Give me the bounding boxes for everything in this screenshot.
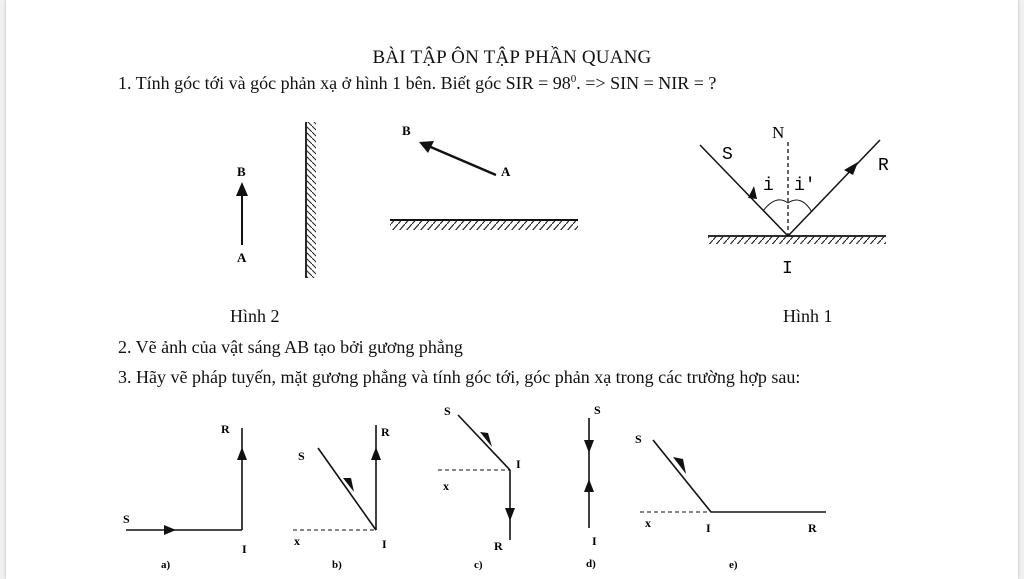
degree-superscript: 0 xyxy=(570,73,577,85)
hinh2-figure-b xyxy=(390,123,578,230)
label-s: S xyxy=(123,512,130,526)
label-i: I xyxy=(706,521,711,535)
incident-ray xyxy=(318,448,376,530)
label-i: i xyxy=(763,176,774,196)
case-label-d: d) xyxy=(586,558,596,570)
label-s: S xyxy=(594,403,601,417)
label-s: S xyxy=(635,432,642,446)
question-1-tail: . => SIN = NIR = ? xyxy=(576,73,717,93)
hinh2-figure-a xyxy=(236,122,316,278)
label-n: N xyxy=(772,123,785,142)
question-3: 3. Hãy vẽ pháp tuyến, mặt gương phẳng và tính góc tới, góc phản xạ trong các trường hợp sau: xyxy=(118,367,801,387)
case-d-figure xyxy=(584,403,601,570)
incident-ray xyxy=(653,440,711,512)
mirror-hatching xyxy=(306,122,316,278)
mirror-hatching xyxy=(390,221,578,230)
incident-ray xyxy=(458,415,510,470)
arrowhead-icon xyxy=(673,457,686,474)
hinh1-figure xyxy=(700,123,889,279)
label-s: S xyxy=(722,145,733,165)
label-x: x xyxy=(443,479,449,493)
label-r: R xyxy=(808,521,817,535)
label-incidence-point: I xyxy=(782,259,793,279)
ab-slanted-arrow xyxy=(426,145,496,175)
label-s: S xyxy=(444,404,451,418)
arrowhead-icon xyxy=(505,508,515,521)
case-e-figure xyxy=(635,432,826,571)
arrowhead-icon xyxy=(584,479,594,492)
label-r: R xyxy=(494,539,503,553)
arrowhead-icon xyxy=(584,440,594,453)
label-i: I xyxy=(516,457,521,471)
angle-arc-i xyxy=(763,200,788,211)
label-b: B xyxy=(237,164,246,179)
label-x: x xyxy=(645,516,651,530)
figures-canvas xyxy=(6,0,1018,579)
case-label-c: c) xyxy=(474,559,483,571)
case-label-e: e) xyxy=(729,559,738,571)
case-label-a: a) xyxy=(161,559,171,571)
arrowhead-icon xyxy=(236,182,248,196)
arrowhead-icon xyxy=(844,162,858,175)
question-1-text: 1. Tính góc tới và góc phản xạ ở hình 1 bên. Biết góc SIR = 98 xyxy=(118,73,571,93)
case-b-figure xyxy=(293,425,390,571)
case-c-figure xyxy=(438,404,521,571)
label-i: I xyxy=(382,537,387,551)
page-title: BÀI TẬP ÔN TẬP PHẦN QUANG xyxy=(372,47,652,68)
label-r: R xyxy=(381,425,390,439)
label-a: A xyxy=(501,164,511,179)
label-a: A xyxy=(237,250,247,265)
label-s: S xyxy=(298,449,305,463)
label-b: B xyxy=(402,123,411,138)
document-page xyxy=(6,0,1018,579)
caption-hinh-1: Hình 1 xyxy=(783,306,833,326)
label-i: I xyxy=(592,534,597,548)
arrowhead-icon xyxy=(237,447,247,460)
incident-ray xyxy=(700,145,788,236)
case-a-figure xyxy=(123,422,247,571)
label-r: R xyxy=(221,422,230,436)
caption-hinh-2: Hình 2 xyxy=(230,306,280,326)
mirror-hatching xyxy=(708,236,886,244)
label-x: x xyxy=(294,534,300,548)
case-label-b: b) xyxy=(332,559,342,571)
label-i: I xyxy=(242,542,247,556)
arrowhead-icon xyxy=(748,186,757,199)
label-i-prime: i' xyxy=(794,176,816,196)
angle-arc-i-prime xyxy=(788,200,812,212)
question-2: 2. Vẽ ảnh của vật sáng AB tạo bởi gương phẳng xyxy=(118,337,463,357)
arrowhead-icon xyxy=(164,525,176,535)
arrowhead-icon xyxy=(371,447,381,460)
label-r: R xyxy=(878,156,889,176)
